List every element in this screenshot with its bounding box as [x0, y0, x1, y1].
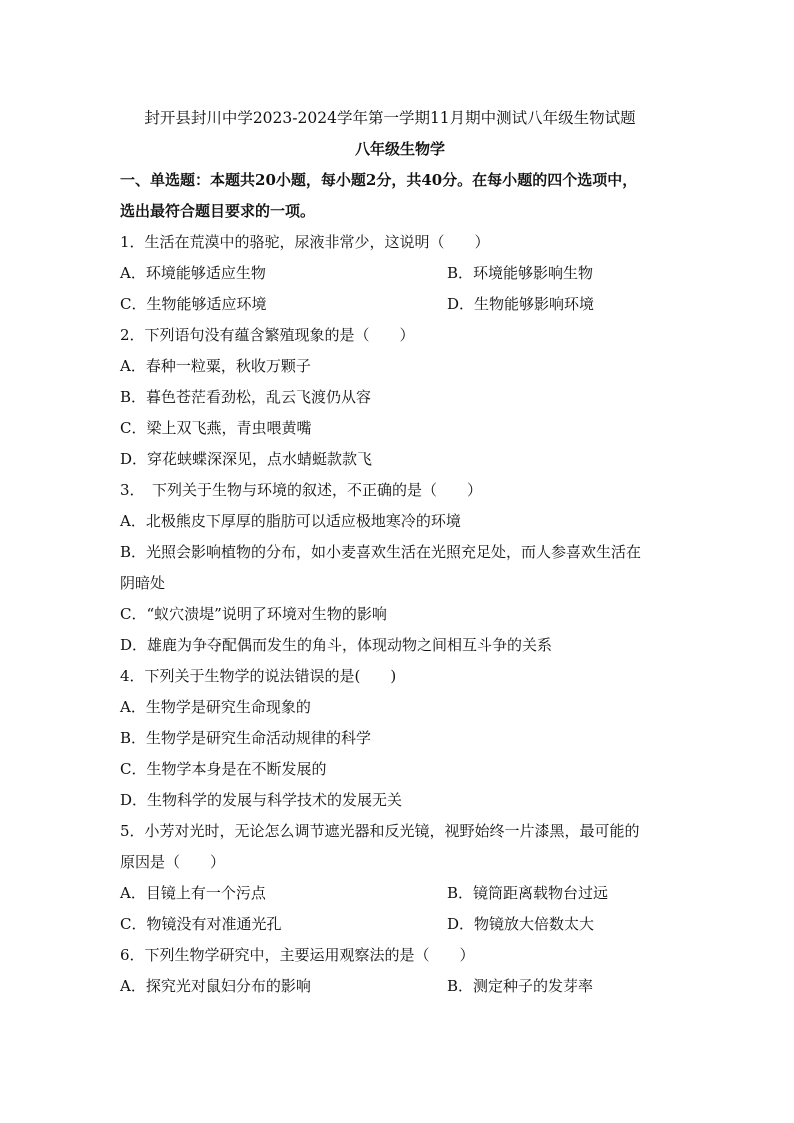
question-3-option-b: B．光照会影响植物的分布，如小麦喜欢生活在光照充足处，而人参喜欢生活在 [120, 543, 642, 561]
section-instructions-line-2: 选出最符合题目要求的一项。 [120, 202, 316, 220]
question-5-option-a: A．目镜上有一个污点 [120, 884, 266, 902]
question-1-option-a: A．环境能够适应生物 [120, 264, 266, 282]
question-5-option-d: D．物镜放大倍数太大 [447, 915, 595, 933]
question-3-option-a: A．北极熊皮下厚厚的脂肪可以适应极地寒冷的环境 [120, 512, 461, 530]
section-instructions-line-1: 一、单选题：本题共20小题，每小题2分，共40分。在每小题的四个选项中， [120, 171, 638, 189]
question-4-option-b: B．生物学是研究生命活动规律的科学 [120, 729, 372, 747]
question-1-options-row-1 [120, 258, 680, 289]
question-6-option-a: A．探究光对鼠妇分布的影响 [120, 977, 311, 995]
question-3-option-d: D．雄鹿为争夺配偶而发生的角斗，体现动物之间相互斗争的关系 [120, 636, 553, 654]
question-1-stem: 1．生活在荒漠中的骆驼，尿液非常少，这说明（ ） [120, 233, 490, 251]
question-5-options-row-2 [120, 909, 680, 940]
question-2-stem: 2．下列语句没有蕴含繁殖现象的是（ ） [120, 326, 415, 344]
question-5-stem-continued: 原因是（ ） [120, 853, 226, 871]
question-3-option-b-continued: 阴暗处 [120, 574, 166, 592]
question-1-option-c: C．生物能够适应环境 [120, 295, 267, 313]
exam-title: 封开县封川中学2023-2024学年第一学期11月期中测试八年级生物试题 [144, 109, 636, 127]
question-2-option-b: B．暮色苍茫看劲松，乱云飞渡仍从容 [120, 388, 372, 406]
question-2-option-c: C．梁上双飞燕，青虫喂黄嘴 [120, 419, 312, 437]
question-5-stem: 5．小芳对光时，无论怎么调节遮光器和反光镜，视野始终一片漆黑，最可能的 [120, 822, 640, 840]
question-3-stem: 3． 下列关于生物与环境的叙述，不正确的是（ ） [120, 481, 483, 499]
question-1-option-b: B．环境能够影响生物 [447, 264, 594, 282]
question-4-option-c: C．生物学本身是在不断发展的 [120, 760, 327, 778]
question-2-option-d: D．穿花蛱蝶深深见，点水蜻蜓款款飞 [120, 450, 373, 468]
question-1-options-row-2 [120, 289, 680, 320]
question-5-option-b: B．镜筒距离载物台过远 [447, 884, 609, 902]
question-6-stem: 6．下列生物学研究中，主要运用观察法的是（ ） [120, 946, 475, 964]
question-5-option-c: C．物镜没有对准通光孔 [120, 915, 282, 933]
question-3-option-c: C．“蚁穴溃堤”说明了环境对生物的影响 [120, 605, 387, 623]
question-4-option-a: A．生物学是研究生命现象的 [120, 698, 311, 716]
question-5-options-row-1 [120, 878, 680, 909]
exam-subtitle: 八年级生物学 [354, 140, 445, 158]
question-2-option-a: A．春种一粒粟，秋收万颗子 [120, 357, 311, 375]
question-4-option-d: D．生物科学的发展与科学技术的发展无关 [120, 791, 403, 809]
question-1-option-d: D．生物能够影响环境 [447, 295, 595, 313]
question-6-options-row-1 [120, 971, 680, 1002]
question-4-stem: 4．下列关于生物学的说法错误的是( ) [120, 667, 397, 685]
question-6-option-b: B．测定种子的发芽率 [447, 977, 594, 995]
exam-page [120, 103, 680, 1002]
